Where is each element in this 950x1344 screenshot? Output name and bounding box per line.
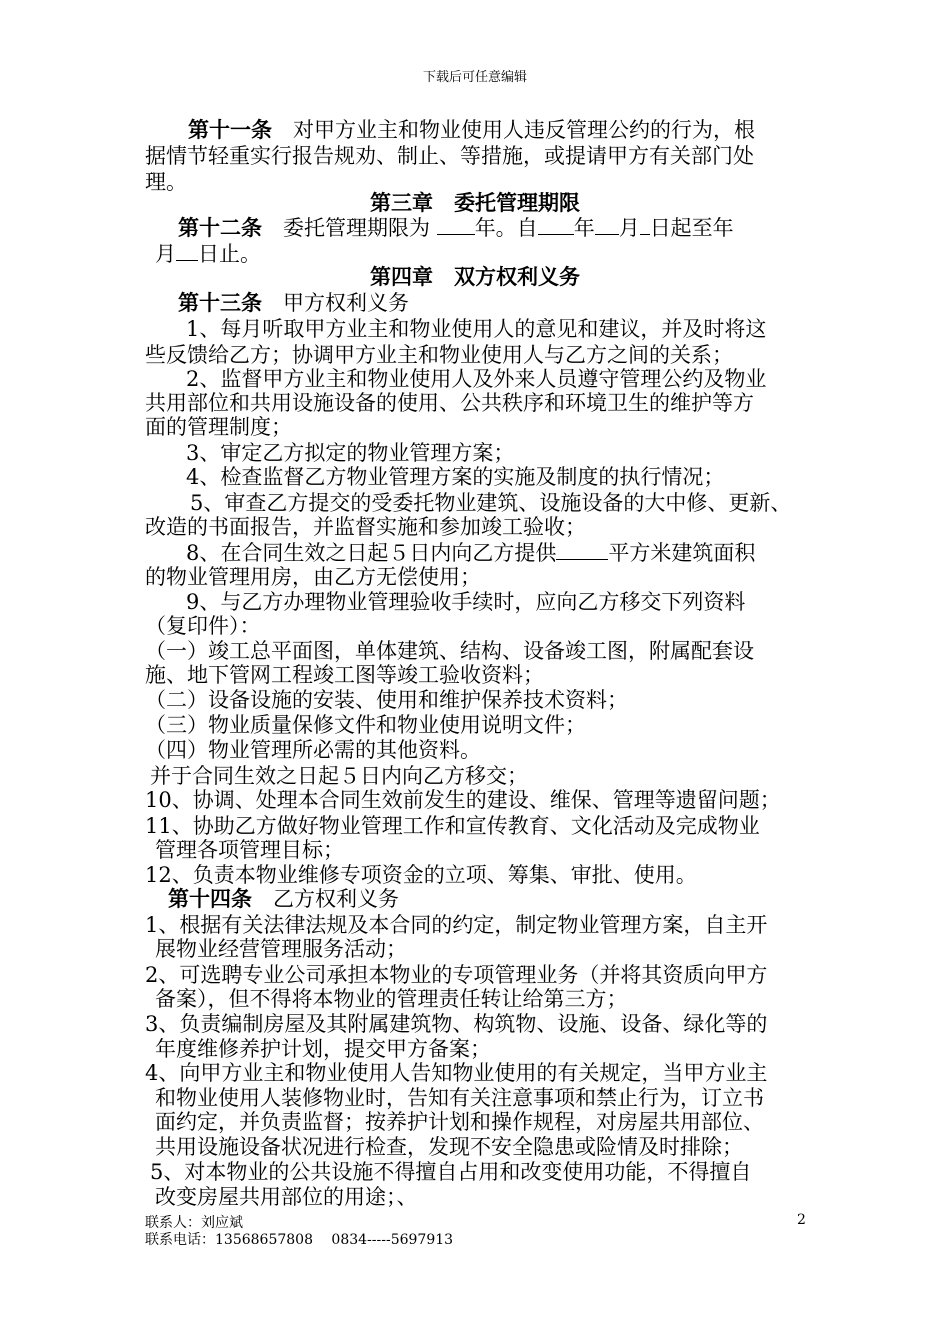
- blank-field: [556, 541, 608, 560]
- text-line: 据情节轻重实行报告规劝、制止、等措施，或提请甲方有关部门处: [145, 144, 754, 168]
- text-line: 5、对本物业的公共设施不得擅自占用和改变使用功能，不得擅自: [150, 1160, 752, 1184]
- text-line: 理。: [145, 170, 187, 194]
- text-line-with-blank: [186, 540, 755, 566]
- article-14-heading: [168, 886, 399, 912]
- chapter-4-title: 第四章 双方权利义务: [370, 264, 580, 289]
- text-line: 9、与乙方办理物业管理验收手续时，应向乙方移交下列资料: [186, 590, 746, 614]
- text: 平方米建筑面积: [608, 541, 756, 565]
- text-line: 改变房屋共用部位的用途；、: [155, 1185, 418, 1209]
- text: 委托管理期限为: [262, 216, 437, 240]
- blank-field: [595, 216, 619, 235]
- footer-contact: 联系人：刘应斌: [145, 1215, 243, 1231]
- blank-field: [437, 216, 475, 235]
- blank-field: [538, 216, 574, 235]
- text-line: 2、可选聘专业公司承担本物业的专项管理业务（并将其资质向甲方: [145, 963, 768, 987]
- article-13-heading: [178, 290, 409, 316]
- text-line: 3、审定乙方拟定的物业管理方案；: [186, 441, 515, 465]
- text-line: 面的管理制度；: [145, 415, 292, 439]
- text-line: 1、每月听取甲方业主和物业使用人的意见和建议，并及时将这: [186, 317, 767, 341]
- blank-field: [640, 216, 650, 235]
- text: 对甲方业主和物业使用人违反管理公约的行为，根: [272, 118, 755, 142]
- text-line: （三）物业质量保修文件和物业使用说明文件；: [145, 713, 586, 737]
- text-line: 11、协助乙方做好物业管理工作和宣传教育、文化活动及完成物业: [145, 814, 760, 838]
- text-line: 展物业经营管理服务活动；: [155, 937, 407, 961]
- article-11-label: 第十一条: [188, 117, 272, 142]
- text-line: （复印件）：: [145, 614, 261, 638]
- text-line: 2、监督甲方业主和物业使用人及外来人员遵守管理公约及物业: [186, 367, 767, 391]
- footer-phone: 联系电话：13568657808 0834-----5697913: [145, 1232, 454, 1248]
- blank-field: [176, 242, 198, 261]
- text-line: 年度维修养护计划，提交甲方备案；: [155, 1037, 491, 1061]
- text-line: 3、负责编制房屋及其附属建筑物、构筑物、设施、设备、绿化等的: [145, 1012, 768, 1036]
- text: 日起至年: [649, 216, 734, 240]
- text: 日止。: [198, 242, 261, 266]
- text-line: 5、审查乙方提交的受委托物业建筑、设施设备的大中修、更新、: [190, 491, 792, 515]
- text-line: 4、检查监督乙方物业管理方案的实施及制度的执行情况；: [186, 465, 725, 489]
- text-line: 并于合同生效之日起５日内向乙方移交；: [150, 764, 528, 788]
- text-line: 面约定，并负责监督；按养护计划和操作规程，对房屋共用部位、: [155, 1110, 764, 1134]
- text: 年。自: [474, 216, 538, 240]
- text-line: 4、向甲方业主和物业使用人告知物业使用的有关规定，当甲方业主: [145, 1061, 768, 1085]
- text-line: （四）物业管理所必需的其他资料。: [145, 738, 481, 762]
- text-line: （二）设备设施的安装、使用和维护保养技术资料；: [145, 688, 628, 712]
- article-11-line-1: [188, 117, 755, 143]
- text-line: 管理各项管理目标；: [155, 838, 344, 862]
- article-12-line-1: [178, 215, 734, 241]
- text-line: 1、根据有关法律法规及本合同的约定，制定物业管理方案，自主开: [145, 913, 768, 937]
- article-13-label: 第十三条: [178, 290, 262, 315]
- text-line: 共用设施设备状况进行检查，发现不安全隐患或险情及时排除；: [155, 1135, 743, 1159]
- chapter-3-title: 第三章 委托管理期限: [370, 190, 580, 215]
- text-line: （一）竣工总平面图，单体建筑、结构、设备竣工图，附属配套设: [145, 639, 754, 663]
- text: 甲方权利义务: [262, 291, 409, 315]
- text: 月: [155, 242, 176, 266]
- page-header: 下载后可任意编辑: [422, 70, 527, 85]
- text: 乙方权利义务: [252, 887, 399, 911]
- text-line: 些反馈给乙方；协调甲方业主和物业使用人与乙方之间的关系；: [145, 343, 733, 367]
- page-number: 2: [797, 1212, 806, 1228]
- text: 8、在合同生效之日起５日内向乙方提供: [186, 541, 557, 565]
- text-line: 施、地下管网工程竣工图等竣工验收资料；: [145, 663, 544, 687]
- text-line: 共用部位和共用设施设备的使用、公共秩序和环境卫生的维护等方: [145, 391, 754, 415]
- text: 年: [573, 216, 595, 240]
- text: 月: [618, 216, 640, 240]
- text-line: 的物业管理用房，由乙方无偿使用；: [145, 565, 481, 589]
- article-14-label: 第十四条: [168, 886, 252, 911]
- text-line: 和物业使用人装修物业时，告知有关注意事项和禁止行为，订立书: [155, 1086, 764, 1110]
- text-line: 10、协调、处理本合同生效前发生的建设、维保、管理等遗留问题；: [145, 788, 781, 812]
- text-line: 12、负责本物业维修专项资金的立项、筹集、审批、使用。: [145, 863, 697, 887]
- article-12-label: 第十二条: [178, 215, 262, 240]
- text-line: 改造的书面报告，并监督实施和参加竣工验收；: [145, 515, 586, 539]
- text-line: 备案），但不得将本物业的管理责任转让给第三方；: [155, 987, 628, 1011]
